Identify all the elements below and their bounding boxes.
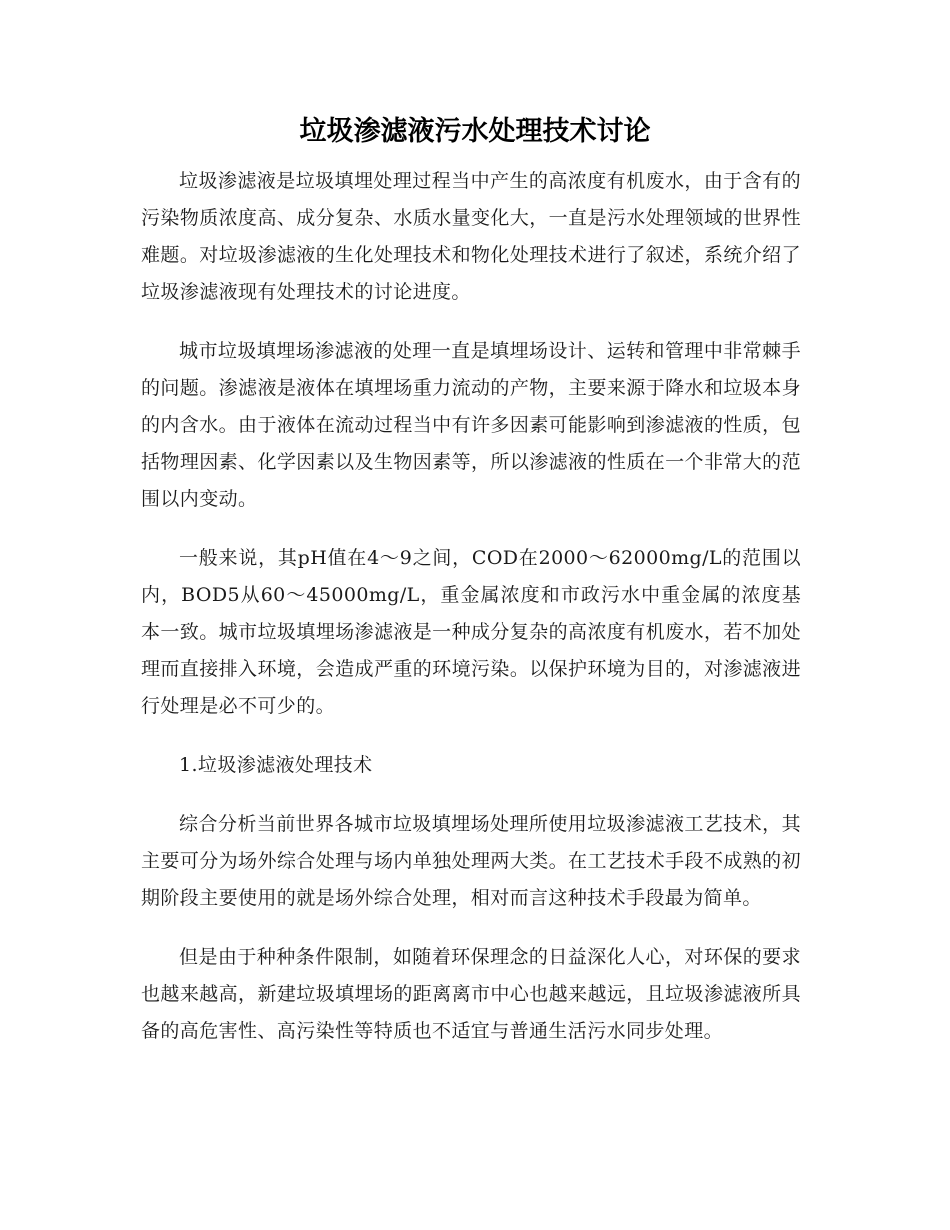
document-body	[141, 163, 801, 1072]
paragraph-water-quality: 一般来说，其pH值在4～9之间，COD在2000～62000mg/L的范围以内，BOD5从60～45000mg/L，重金属浓度和市政污水中重金属的浓度基本一致。城市垃圾填埋场渗滤液是一种成分复杂的高浓度有机废水，若不加处理而直接排入环境，会造成严重的环境污染。以保护环境为目的，对渗滤液进行处理是必不可少的。	[141, 547, 801, 717]
document-title: 垃圾渗滤液污水处理技术讨论	[299, 116, 651, 147]
paragraph-limitations: 但是由于种种条件限制，如随着环保理念的日益深化人心，对环保的要求也越来越高，新建垃圾填埋场的距离离市中心也越来越远，且垃圾渗滤液所具备的高危害性、高污染性等特质也不适宜与普通生活污水同步处理。	[141, 946, 801, 1042]
paragraph-intro: 垃圾渗滤液是垃圾填埋处理过程当中产生的高浓度有机废水，由于含有的污染物质浓度高、成分复杂、水质水量变化大，一直是污水处理领域的世界性难题。对垃圾渗滤液的生化处理技术和物化处理技术进行了叙述，系统介绍了垃圾渗滤液现有处理技术的讨论进度。	[141, 170, 801, 303]
paragraph-background: 城市垃圾填埋场渗滤液的处理一直是填埋场设计、运转和管理中非常棘手的问题。渗滤液是液体在填埋场重力流动的产物，主要来源于降水和垃圾本身的内含水。由于液体在流动过程当中有许多因素可能影响到渗滤液的性质，包括物理因素、化学因素以及生物因素等，所以渗滤液的性质在一个非常大的范围以内变动。	[141, 340, 801, 510]
section-heading: 1.垃圾渗滤液处理技术	[179, 754, 373, 776]
paragraph-process-overview: 综合分析当前世界各城市垃圾填埋场处理所使用垃圾渗滤液工艺技术，其主要可分为场外综合处理与场内单独处理两大类。在工艺技术手段不成熟的初期阶段主要使用的就是场外综合处理，相对而言这种技术手段最为简单。	[141, 813, 801, 909]
